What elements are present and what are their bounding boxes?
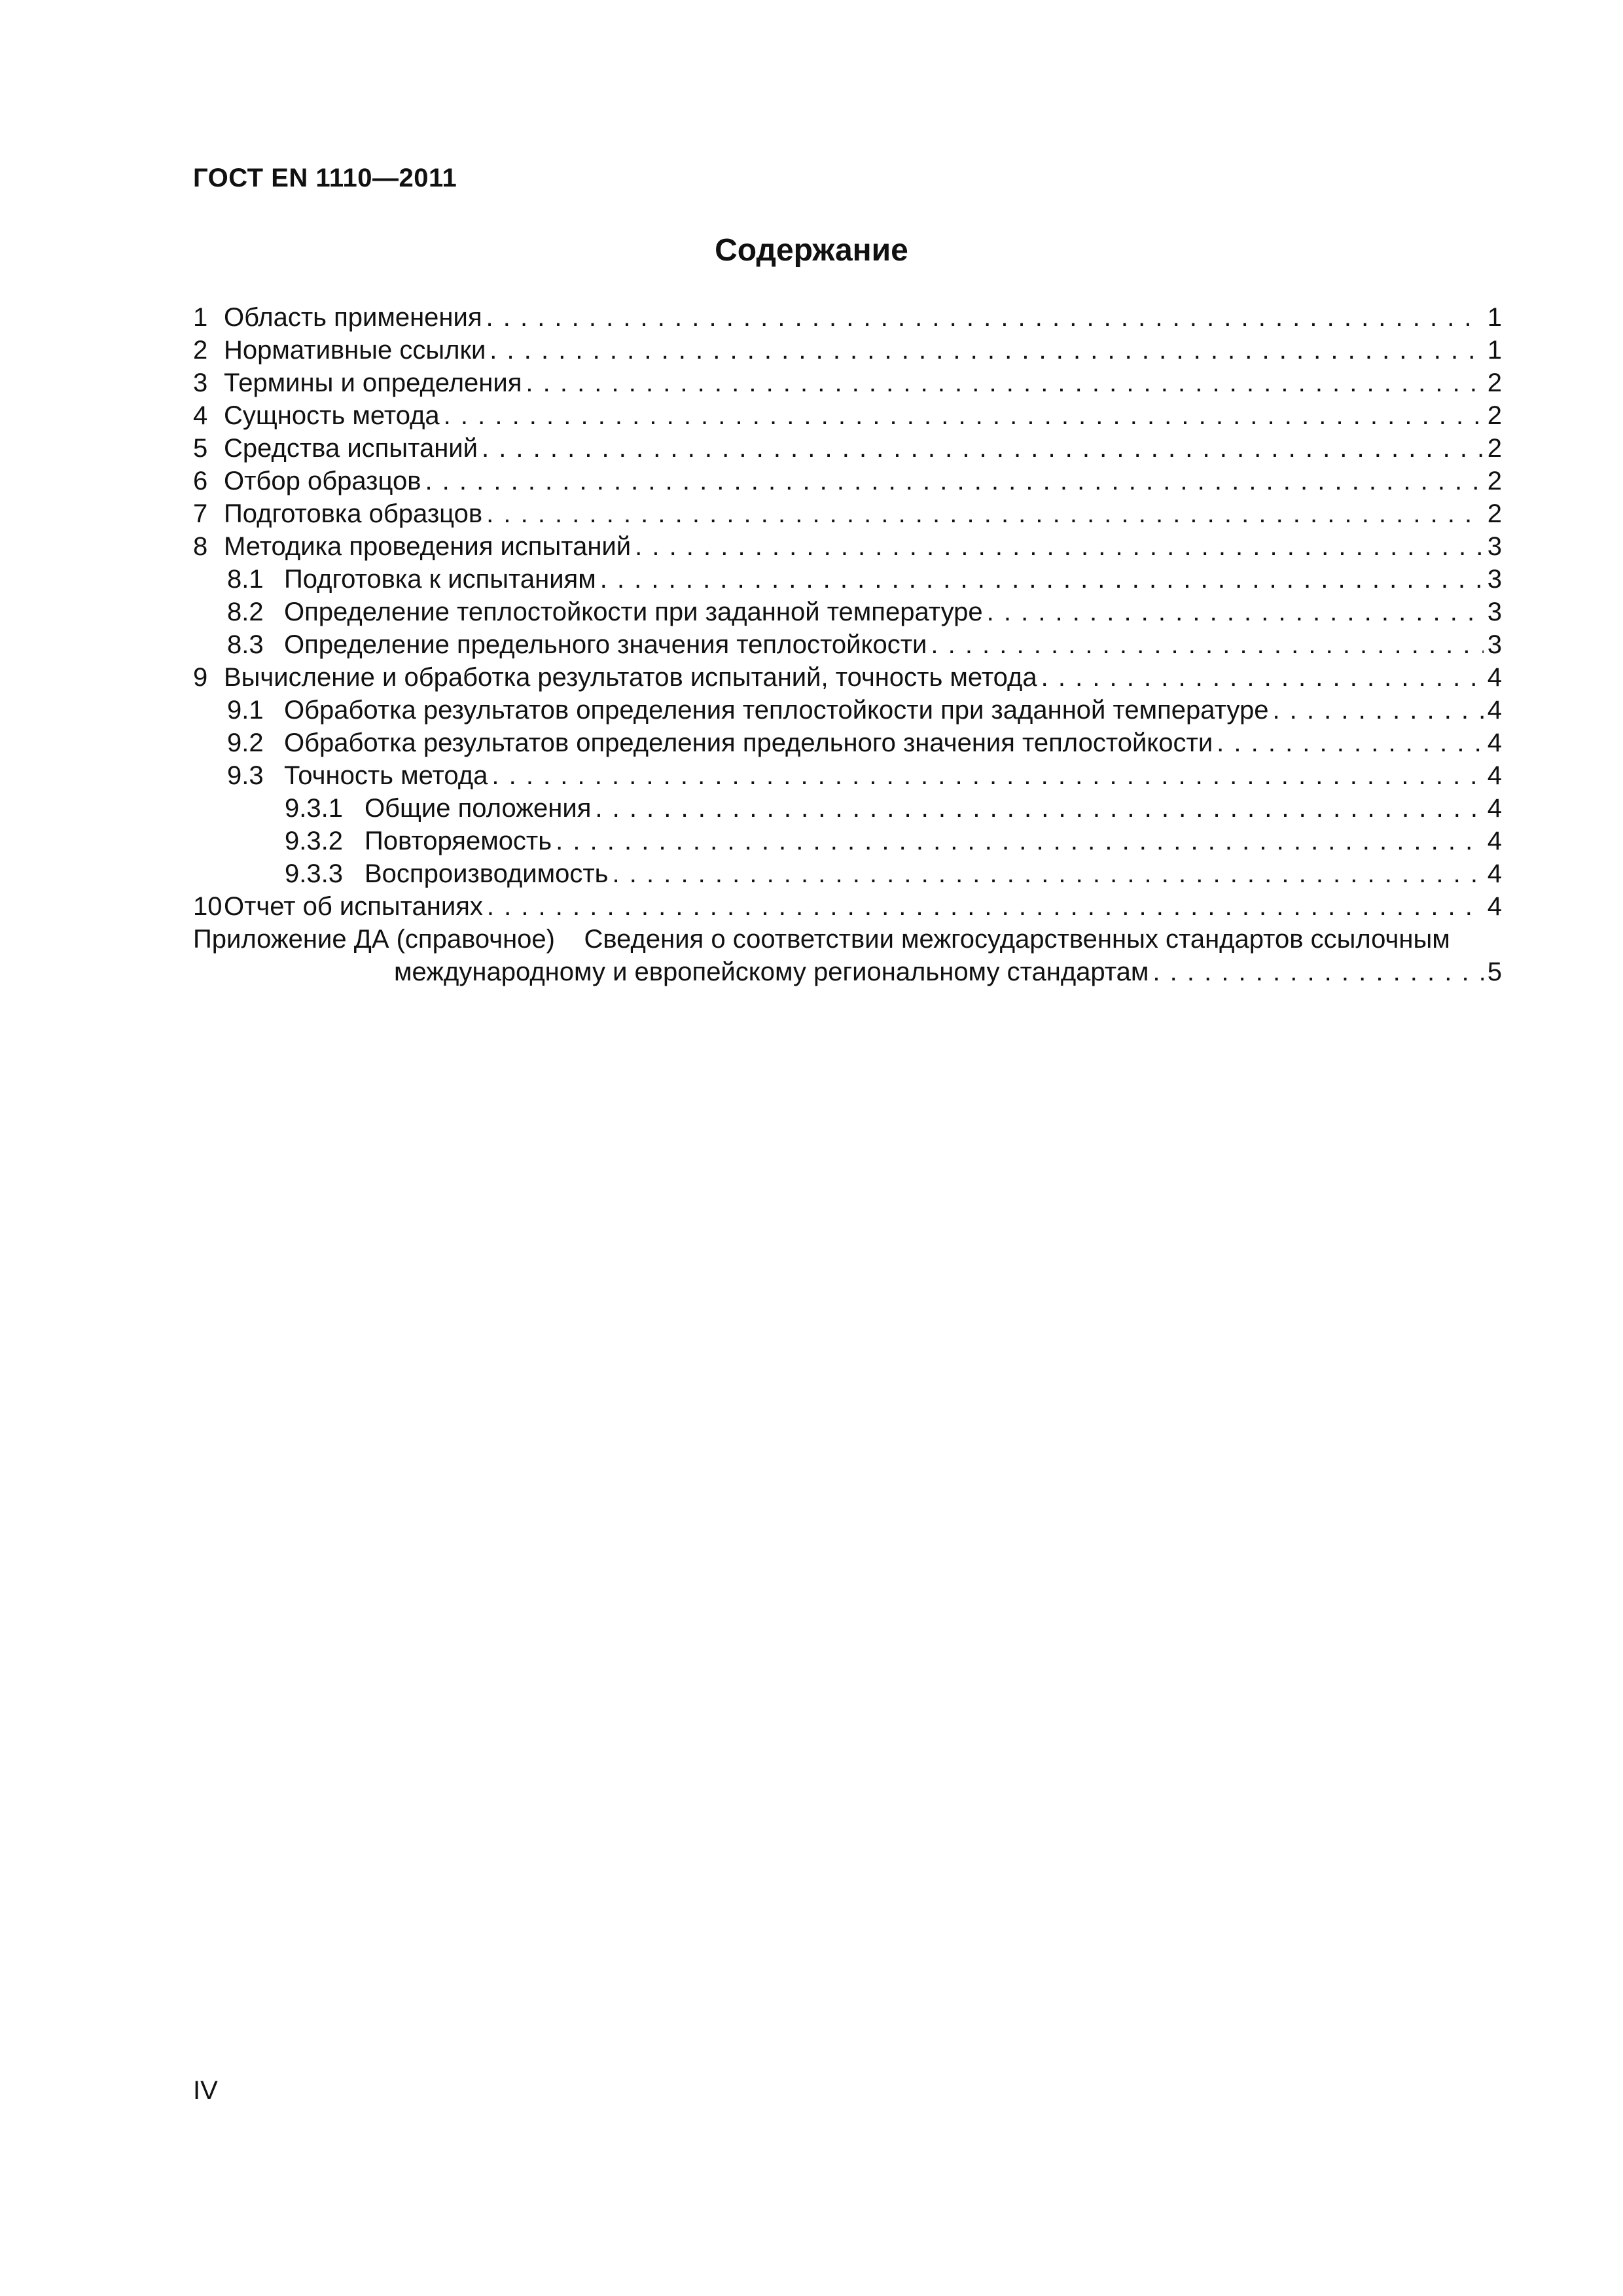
toc-entry[interactable] xyxy=(193,890,1502,923)
toc-entry[interactable] xyxy=(193,301,1502,334)
toc-entry-number: 4 xyxy=(193,401,208,430)
toc-entry-page-number: 1 xyxy=(1487,303,1502,332)
toc-entry-title: Область применения xyxy=(224,303,482,332)
toc-entry-number: 3 xyxy=(193,368,208,397)
dot-leader xyxy=(1041,661,1484,694)
toc-entry-title: Подготовка к испытаниям xyxy=(284,565,596,594)
toc-entry-page-number: 3 xyxy=(1487,630,1502,659)
toc-title: Содержание xyxy=(715,233,908,268)
toc-entry[interactable] xyxy=(193,825,1502,857)
toc-entry-number: 8.2 xyxy=(227,598,264,626)
toc-entry[interactable] xyxy=(193,367,1502,399)
toc-entry-number: 2 xyxy=(193,336,208,365)
dot-leader xyxy=(556,825,1484,857)
toc-entry-title: Отчет об испытаниях xyxy=(224,892,483,921)
dot-leader xyxy=(482,432,1484,465)
toc-entry-page-number: 4 xyxy=(1487,761,1502,790)
toc-appendix-entry[interactable] xyxy=(193,923,1502,988)
toc-entry-title: Нормативные ссылки xyxy=(224,336,486,365)
dot-leader xyxy=(486,301,1484,334)
dot-leader xyxy=(931,628,1483,661)
toc-entry-number: 9.3.3 xyxy=(285,859,343,888)
toc-entry[interactable] xyxy=(193,465,1502,497)
toc-entries xyxy=(193,301,1502,923)
toc-entry-title: Воспроизводимость xyxy=(365,859,609,888)
dot-leader xyxy=(486,497,1484,530)
toc-entry-number: 8.1 xyxy=(227,565,264,594)
toc-entry-page-number: 2 xyxy=(1487,434,1502,463)
appendix-second-line xyxy=(193,956,1502,988)
page-number: IV xyxy=(193,2076,218,2105)
toc-entry-page-number: 4 xyxy=(1487,794,1502,823)
toc-entry-number: 9 xyxy=(193,663,208,692)
dot-leader xyxy=(1152,956,1483,988)
dot-leader xyxy=(490,334,1483,367)
appendix-page-number: 5 xyxy=(1487,958,1502,986)
dot-leader xyxy=(444,399,1484,432)
toc-entry-title: Точность метода xyxy=(284,761,488,790)
toc-entry-number: 8.3 xyxy=(227,630,264,659)
appendix-title-line1: Сведения о соответствии межгосударственных стандартов ссылочным xyxy=(584,925,1450,954)
toc-entry-page-number: 3 xyxy=(1487,598,1502,626)
toc-entry-number: 9.3.1 xyxy=(285,794,343,823)
toc-entry-page-number: 4 xyxy=(1487,663,1502,692)
toc-entry[interactable] xyxy=(193,726,1502,759)
appendix-title-line2: международному и европейскому региональному стандартам xyxy=(394,958,1149,986)
toc-entry[interactable] xyxy=(193,661,1502,694)
toc-entry[interactable] xyxy=(193,399,1502,432)
toc-entry[interactable] xyxy=(193,857,1502,890)
dot-leader xyxy=(1272,694,1483,726)
toc-entry[interactable] xyxy=(193,563,1502,596)
toc-entry-page-number: 4 xyxy=(1487,859,1502,888)
toc-entry-title: Вычисление и обработка результатов испытаний, точность метода xyxy=(224,663,1037,692)
toc-entry-page-number: 3 xyxy=(1487,565,1502,594)
toc-entry-page-number: 2 xyxy=(1487,401,1502,430)
toc-entry-number: 10 xyxy=(193,892,223,921)
toc-entry-title: Отбор образцов xyxy=(224,467,421,495)
toc-entry-page-number: 2 xyxy=(1487,499,1502,528)
toc-entry[interactable] xyxy=(193,759,1502,792)
dot-leader xyxy=(487,890,1484,923)
toc-entry-title: Обработка результатов определения теплостойкости при заданной температуре xyxy=(284,696,1269,725)
toc-entry-number: 9.2 xyxy=(227,728,264,757)
toc-entry-number: 9.1 xyxy=(227,696,264,725)
toc-entry[interactable] xyxy=(193,334,1502,367)
dot-leader xyxy=(987,596,1484,628)
toc-entry[interactable] xyxy=(193,628,1502,661)
toc-entry-page-number: 4 xyxy=(1487,827,1502,855)
toc-entry-title: Методика проведения испытаний xyxy=(224,532,632,561)
toc-entry[interactable] xyxy=(193,432,1502,465)
toc-entry-page-number: 2 xyxy=(1487,467,1502,495)
toc-entry-title: Сущность метода xyxy=(224,401,440,430)
toc-entry-number: 6 xyxy=(193,467,208,495)
toc-entry-number: 9.3 xyxy=(227,761,264,790)
dot-leader xyxy=(635,530,1484,563)
toc-entry-page-number: 4 xyxy=(1487,728,1502,757)
dot-leader xyxy=(1217,726,1484,759)
table-of-contents xyxy=(193,301,1502,988)
toc-entry-number: 9.3.2 xyxy=(285,827,343,855)
toc-entry-number: 7 xyxy=(193,499,208,528)
toc-entry-page-number: 4 xyxy=(1487,892,1502,921)
toc-entry-title: Определение предельного значения теплостойкости xyxy=(284,630,927,659)
dot-leader xyxy=(491,759,1483,792)
toc-entry-page-number: 3 xyxy=(1487,532,1502,561)
toc-entry-title: Обработка результатов определения предельного значения теплостойкости xyxy=(284,728,1213,757)
toc-entry-page-number: 2 xyxy=(1487,368,1502,397)
toc-entry[interactable] xyxy=(193,596,1502,628)
toc-entry-number: 8 xyxy=(193,532,208,561)
toc-entry-title: Определение теплостойкости при заданной температуре xyxy=(284,598,983,626)
toc-entry[interactable] xyxy=(193,694,1502,726)
toc-entry-number: 1 xyxy=(193,303,208,332)
dot-leader xyxy=(613,857,1484,890)
toc-entry-number: 5 xyxy=(193,434,208,463)
dot-leader xyxy=(595,792,1483,825)
toc-entry-title: Термины и определения xyxy=(224,368,522,397)
dot-leader xyxy=(600,563,1484,596)
toc-entry[interactable] xyxy=(193,497,1502,530)
toc-entry-title: Общие положения xyxy=(365,794,592,823)
document-code: ГОСТ EN 1110—2011 xyxy=(193,164,457,192)
toc-entry-title: Повторяемость xyxy=(365,827,552,855)
toc-entry-title: Подготовка образцов xyxy=(224,499,483,528)
toc-entry[interactable] xyxy=(193,792,1502,825)
toc-entry[interactable] xyxy=(193,530,1502,563)
toc-entry-title: Средства испытаний xyxy=(224,434,478,463)
dot-leader xyxy=(526,367,1483,399)
appendix-label: Приложение ДА (справочное) xyxy=(193,925,555,954)
toc-entry-page-number: 4 xyxy=(1487,696,1502,725)
dot-leader xyxy=(425,465,1483,497)
appendix-first-line xyxy=(193,923,1502,956)
toc-entry-page-number: 1 xyxy=(1487,336,1502,365)
